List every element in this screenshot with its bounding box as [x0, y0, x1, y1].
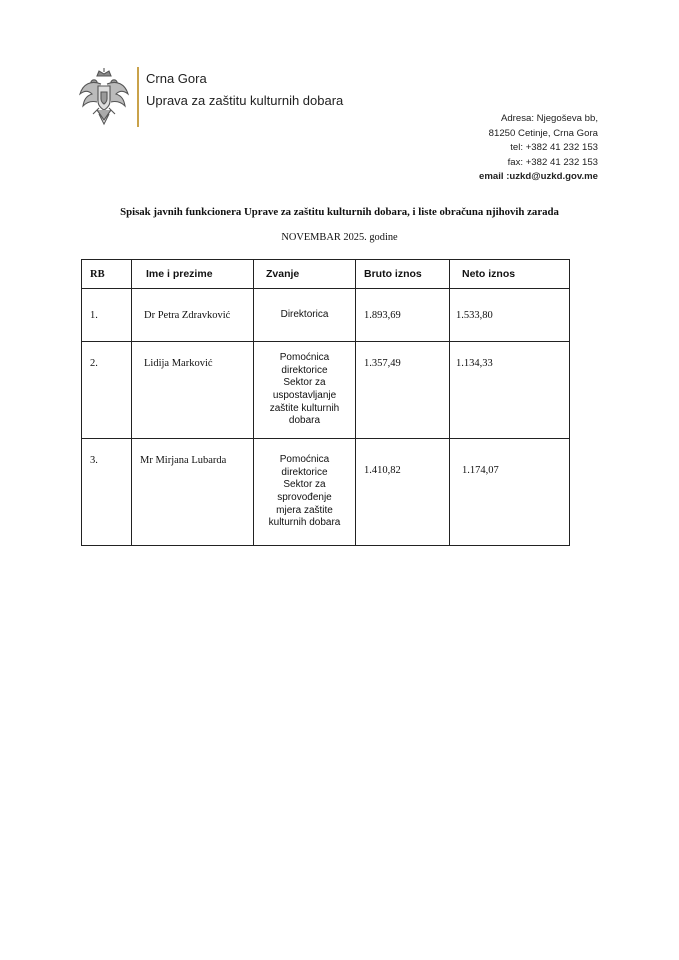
gross-amount: 1.893,69: [356, 289, 450, 342]
title-line: dobara: [288, 415, 321, 427]
institution-name: Uprava za zaštitu kulturnih dobara: [146, 93, 344, 108]
title-line: Sektor za: [283, 377, 326, 389]
title-line: direktorice: [281, 466, 328, 478]
document-title: Spisak javnih funkcionera Uprave za zaštitu kulturnih dobara, i liste obračuna njihovih zarada: [120, 206, 559, 218]
title-line: Direktorica: [280, 308, 329, 320]
table-row: [82, 439, 570, 546]
employee-name: Lidija Marković: [132, 342, 254, 439]
employee-title: [254, 439, 356, 546]
gross-amount: 1.357,49: [356, 342, 450, 439]
gross-amount: 1.410,82: [356, 439, 450, 546]
salary-table: [81, 259, 570, 546]
employee-name: Dr Petra Zdravković: [132, 289, 254, 342]
row-number: 2.: [82, 342, 132, 439]
address-line-1: Adresa: Njegoševa bb,: [500, 113, 598, 124]
title-line: direktorice: [281, 364, 328, 376]
country-name: Crna Gora: [146, 71, 207, 86]
table-row: [82, 289, 570, 342]
email-address: email :uzkd@uzkd.gov.me: [479, 171, 598, 183]
net-amount: 1.533,80: [450, 289, 570, 342]
title-line: mjera zaštite: [276, 504, 333, 516]
row-number: 1.: [82, 289, 132, 342]
column-header-title: Zvanje: [254, 260, 356, 289]
employee-title: [254, 289, 356, 342]
table-header-row: [82, 260, 570, 289]
document-period: NOVEMBAR 2025. godine: [281, 232, 398, 243]
column-header-gross: Bruto iznos: [356, 260, 450, 289]
row-number: 3.: [82, 439, 132, 546]
column-header-net: Neto iznos: [450, 260, 570, 289]
column-header-rb: RB: [82, 260, 132, 289]
title-line: Pomoćnica: [279, 454, 330, 466]
net-amount: 1.134,33: [450, 342, 570, 439]
title-line: uspostavljanje: [272, 390, 337, 401]
contact-block: [479, 112, 598, 185]
phone-number: tel: +382 41 232 153: [510, 142, 598, 154]
net-amount: 1.174,07: [450, 439, 570, 546]
employee-name: Mr Mirjana Lubarda: [132, 439, 254, 546]
title-line: sprovođenje: [277, 492, 332, 503]
column-header-name: Ime i prezime: [132, 260, 254, 289]
employee-title: [254, 342, 356, 439]
address-line-2: 81250 Cetinje, Crna Gora: [488, 127, 598, 139]
table-row: [82, 342, 570, 439]
title-line: Sektor za: [283, 479, 326, 491]
fax-number: fax: +382 41 232 153: [507, 156, 598, 168]
title-line: Pomoćnica: [279, 352, 330, 364]
title-line: kulturnih dobara: [268, 517, 341, 529]
header-divider: [137, 67, 139, 127]
title-line: zaštite kulturnih: [269, 402, 340, 414]
coat-of-arms-icon: [77, 68, 131, 126]
